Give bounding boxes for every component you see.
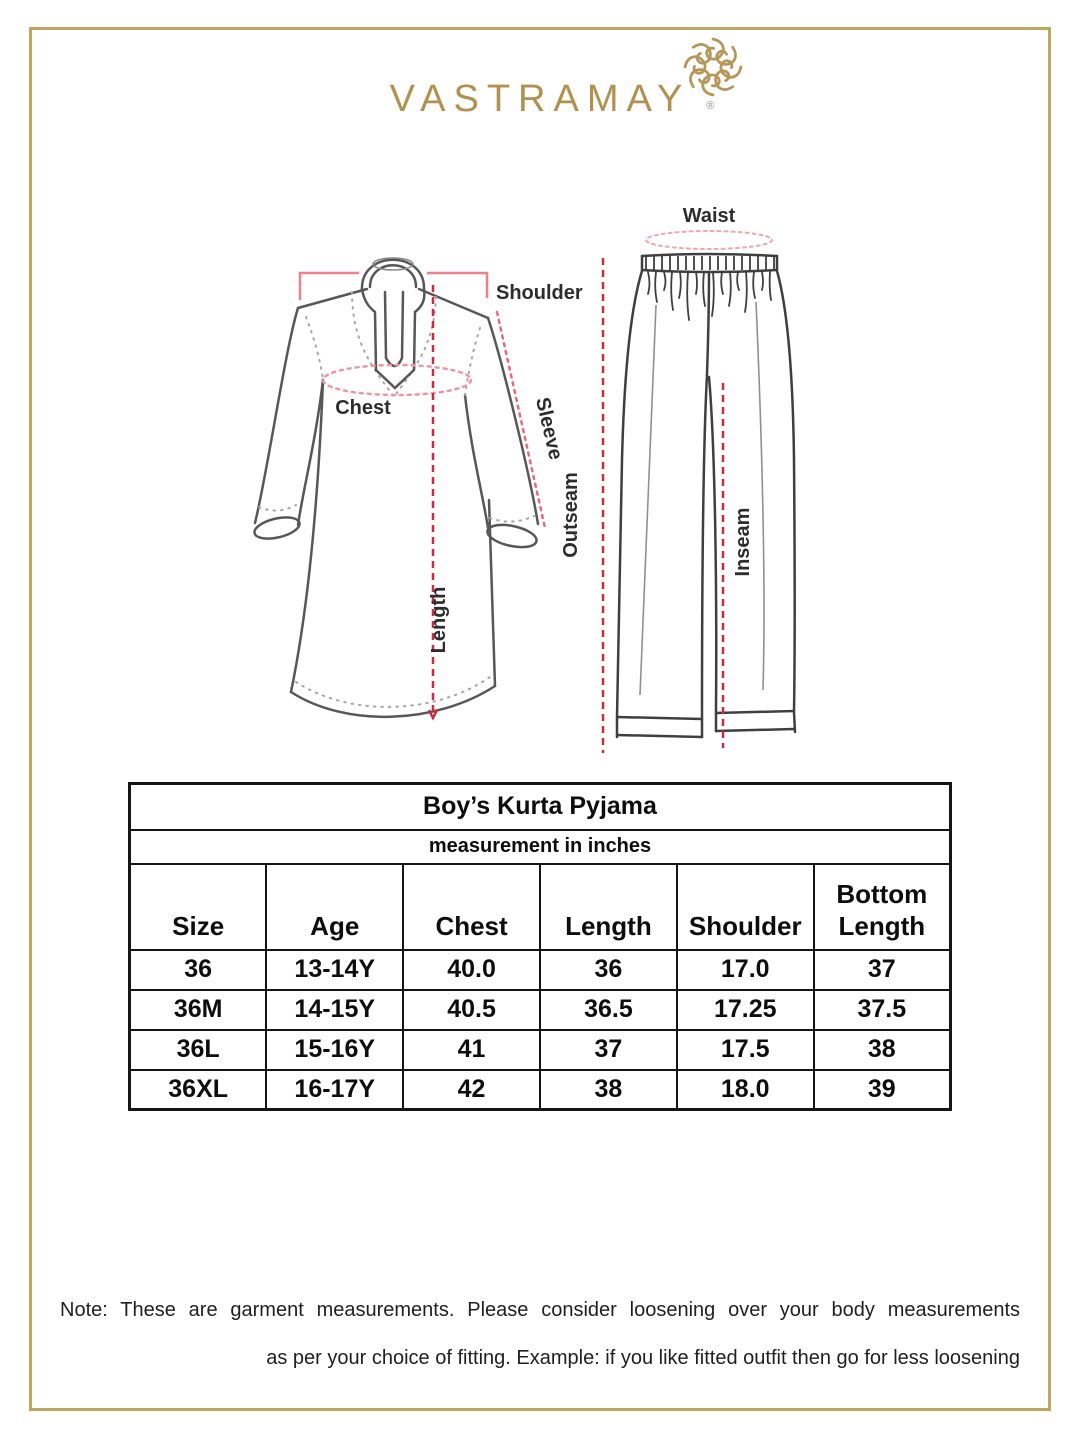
measurement-note <box>60 1286 1020 1382</box>
cell-size: 36M <box>130 990 267 1030</box>
cell-age: 13-14Y <box>266 950 403 990</box>
table-row <box>130 950 951 990</box>
cell-chest: 40.5 <box>403 990 540 1030</box>
cell-bottom-length: 38 <box>814 1030 951 1070</box>
col-header-length: Length <box>540 864 677 950</box>
size-chart-table <box>128 782 952 1111</box>
col-header-bottom-length: Bottom Length <box>814 864 951 950</box>
cell-size: 36XL <box>130 1070 267 1110</box>
col-header-shoulder: Shoulder <box>677 864 814 950</box>
table-header-row <box>130 864 951 950</box>
cell-bottom-length: 39 <box>814 1070 951 1110</box>
cell-bottom-length: 37 <box>814 950 951 990</box>
chest-measure-ellipse <box>323 365 471 395</box>
waist-label: Waist <box>682 205 736 227</box>
cell-length: 38 <box>540 1070 677 1110</box>
table-title-row <box>130 784 951 830</box>
table-row <box>130 1070 951 1110</box>
note-line-2: as per your choice of fitting. Example: if you like fitted outfit then go for less loosening <box>266 1347 1020 1369</box>
table-title: Boy’s Kurta Pyjama <box>130 784 951 830</box>
note-line-1: Note: These are garment measurements. Please consider loosening over your body measurements <box>60 1299 1020 1321</box>
cell-shoulder: 17.25 <box>677 990 814 1030</box>
cell-age: 16-17Y <box>266 1070 403 1110</box>
cell-length: 36.5 <box>540 990 677 1030</box>
shoulder-label: Shoulder <box>496 282 583 304</box>
cell-shoulder: 18.0 <box>677 1070 814 1110</box>
pyjama-diagram <box>550 190 925 770</box>
outseam-label: Outseam <box>560 472 582 558</box>
table-subtitle: measurement in inches <box>130 830 951 864</box>
col-header-size: Size <box>130 864 267 950</box>
cell-chest: 40.0 <box>403 950 540 990</box>
table-row <box>130 1030 951 1070</box>
sleeve-label: Sleeve <box>530 395 567 463</box>
inseam-label: Inseam <box>732 507 754 577</box>
chest-label: Chest <box>335 397 391 419</box>
cell-size: 36L <box>130 1030 267 1070</box>
length-label: Length <box>428 586 450 654</box>
collar-mask <box>359 248 427 296</box>
cell-length: 36 <box>540 950 677 990</box>
cell-shoulder: 17.5 <box>677 1030 814 1070</box>
cell-chest: 42 <box>403 1070 540 1110</box>
table-row <box>130 990 951 1030</box>
cell-chest: 41 <box>403 1030 540 1070</box>
pyjama-outline <box>617 271 795 737</box>
col-header-chest: Chest <box>403 864 540 950</box>
waist-measure-ellipse <box>646 231 772 249</box>
table-subtitle-row <box>130 830 951 864</box>
brand-logo <box>0 80 1080 118</box>
cell-age: 14-15Y <box>266 990 403 1030</box>
cell-size: 36 <box>130 950 267 990</box>
cell-length: 37 <box>540 1030 677 1070</box>
brand-ornament-icon <box>682 36 744 98</box>
cell-shoulder: 17.0 <box>677 950 814 990</box>
kurta-diagram <box>240 190 600 770</box>
cell-bottom-length: 37.5 <box>814 990 951 1030</box>
col-header-age: Age <box>266 864 403 950</box>
brand-name: VASTRAMAY <box>389 78 691 120</box>
cell-age: 15-16Y <box>266 1030 403 1070</box>
registered-trademark-icon: ® <box>706 100 715 112</box>
kurta-outline <box>252 289 538 717</box>
